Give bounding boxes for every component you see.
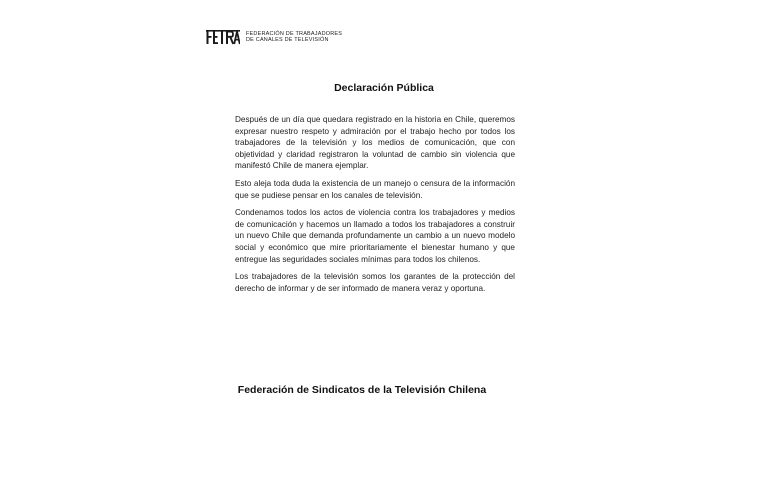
paragraph-3: Condenamos todos los actos de violencia contra los trabajadores y medios de comunicación y hacemos un llamado a todos los trabajadores a construir un nuevo Chile que demanda profundamente un cambio a un nuevo modelo social y económico que mire prioritariamente el bienestar humano y que entregue las seguridades sociales mínimas para todos los chilenos. xyxy=(235,208,515,264)
fetra-logo xyxy=(206,28,240,46)
signature: Federación de Sindicatos de la Televisión Chilena xyxy=(237,384,487,396)
paragraph-1: Después de un día que quedara registrado en la historia en Chile, queremos expresar nuestro respeto y admiración por el trabajo hecho por todos los trabajadores de la televisión y los medios de comunicación, que con objetividad y claridad registraron la voluntad de cambio sin violencia que manifestó Chile de manera ejemplar. xyxy=(235,115,515,171)
letterhead xyxy=(206,28,342,46)
org-name xyxy=(246,31,342,44)
org-name-line-1: FEDERACIÓN DE TRABAJADORES xyxy=(246,30,343,37)
document-title: Declaración Pública xyxy=(334,82,434,94)
org-name-line-2: DE CANALES DE TELEVISIÓN xyxy=(246,37,329,43)
paragraph-4: Los trabajadores de la televisión somos los garantes de la protección del derecho de informar y de ser informado de manera veraz y oportuna. xyxy=(235,272,515,293)
document-body xyxy=(235,114,515,300)
paragraph-2: Esto aleja toda duda la existencia de un manejo o censura de la información que se pudiese pensar en los canales de televisión. xyxy=(235,178,515,200)
